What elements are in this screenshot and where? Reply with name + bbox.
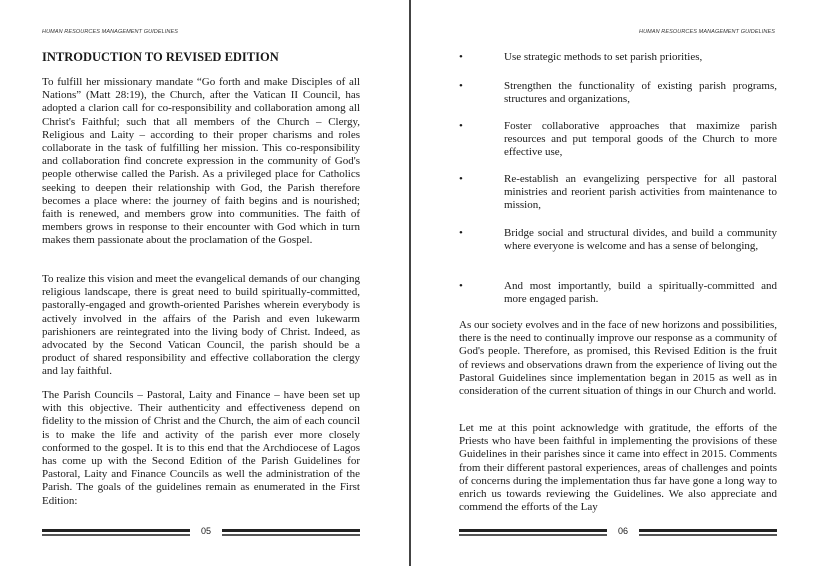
intro-paragraph-1: To fulfill her missionary mandate “Go forth and make Disciples of all Nations” (Matt 28:19), the Church, after the Vatican II Council, has adopted a clarion call for co-responsibility and collaboration among all Christ's Faithful; such that all members of the Church – Clergy, Religious and Laity – according to their proper charisms and roles collaborate in the task of fulfilling her mission. This co-responsibility and collaboration find concrete expression in the community of God's people otherwise called the Parish. As a privileged place for Catholics seeking to deepen their relationship with God, the Parish therefore becomes a place where: the journey of faith begins and is nourished; faith is renewed, and members grow into communities. The faith of members grows in response to their encounter with God which in turn makes them passionate about the proclamation of the Gospel. xyxy=(42,76,360,247)
right-page xyxy=(411,0,821,566)
footer-rule xyxy=(222,529,360,538)
page-number: 06 xyxy=(617,526,628,536)
list-item-text: Use strategic methods to set parish priorities, xyxy=(504,51,703,63)
running-head: HUMAN RESOURCES MANAGEMENT GUIDELINES xyxy=(639,29,776,35)
bullet-icon: • xyxy=(459,173,463,185)
running-head: HUMAN RESOURCES MANAGEMENT GUIDELINES xyxy=(42,29,179,35)
bullet-icon: • xyxy=(459,120,463,132)
list-item-text: Bridge social and structural divides, and build a community where everyone is welcome and has a sense of belonging, xyxy=(504,227,777,253)
bullet-icon: • xyxy=(459,280,463,292)
page-footer xyxy=(459,526,777,540)
acknowledgement-paragraph: Let me at this point acknowledge with gratitude, the efforts of the Priests who have been faithful in implementing the provisions of these Guidelines in their parishes since it came into effect in 2015. Comments from their different pastoral experiences, areas of challenges and points of concerns during the implementation thus far have gone a long way to enrich us towards reviewing the Guidelines. We also appreciate and commend the efforts of the Lay xyxy=(459,422,777,514)
intro-paragraph-2: To realize this vision and meet the evangelical demands of our changing religious landscape, there is great need to build spiritually-committed, pastorally-engaged and growth-oriented Parishes wherein everybody is actively involved in the affairs of the Parish and even lukewarm parishioners are reintegrated into the living body of Christ. Indeed, as advocated by the Second Vatican Council, the parish should be a product of shared responsibility and effective collaboration the clergy and lay faithful. xyxy=(42,273,360,378)
bullet-icon: • xyxy=(459,227,463,239)
list-item-text: Foster collaborative approaches that maximize parish resources and put temporal goods of the Church to more effective use, xyxy=(504,120,777,159)
bullet-icon: • xyxy=(459,80,463,92)
list-item-text: And most importantly, build a spiritually-committed and more engaged parish. xyxy=(504,280,777,306)
bullet-icon: • xyxy=(459,51,463,63)
list-item-text: Strengthen the functionality of existing parish programs, structures and organizations, xyxy=(504,80,777,106)
left-page xyxy=(0,0,409,566)
footer-rule xyxy=(42,529,190,538)
intro-paragraph-3: The Parish Councils – Pastoral, Laity and Finance – have been set up with this objective. Their authenticity and effectiveness depend on fidelity to the mission of Christ and the Church, the aim of each council is to make the life and activity of the parish ever more closely conformed to the gospel. It is to this end that the Archdiocese of Lagos has come up with the Second Edition of the Parish Guidelines for Pastoral, Laity and Finance Councils as well the administration of the Parish. The goals of the guidelines remain as enumerated in the First Edition: xyxy=(42,389,360,507)
footer-rule xyxy=(639,529,777,538)
list-item-text: Re-establish an evangelizing perspective for all pastoral ministries and reorient parish activities from maintenance to mission, xyxy=(504,173,777,212)
revised-edition-paragraph: As our society evolves and in the face of new horizons and possibilities, there is the need to continually improve our response as a community of God's people. Therefore, as promised, this Revised Edition is the fruit of reviews and observations drawn from the experience of living out the Pastoral Guidelines since implementation began in 2015 as well as in consideration of the current situation of things in our Church and world. xyxy=(459,319,777,398)
section-title: INTRODUCTION TO REVISED EDITION xyxy=(42,50,279,64)
footer-rule xyxy=(459,529,607,538)
page-number: 05 xyxy=(200,526,211,536)
page-footer xyxy=(42,526,360,540)
